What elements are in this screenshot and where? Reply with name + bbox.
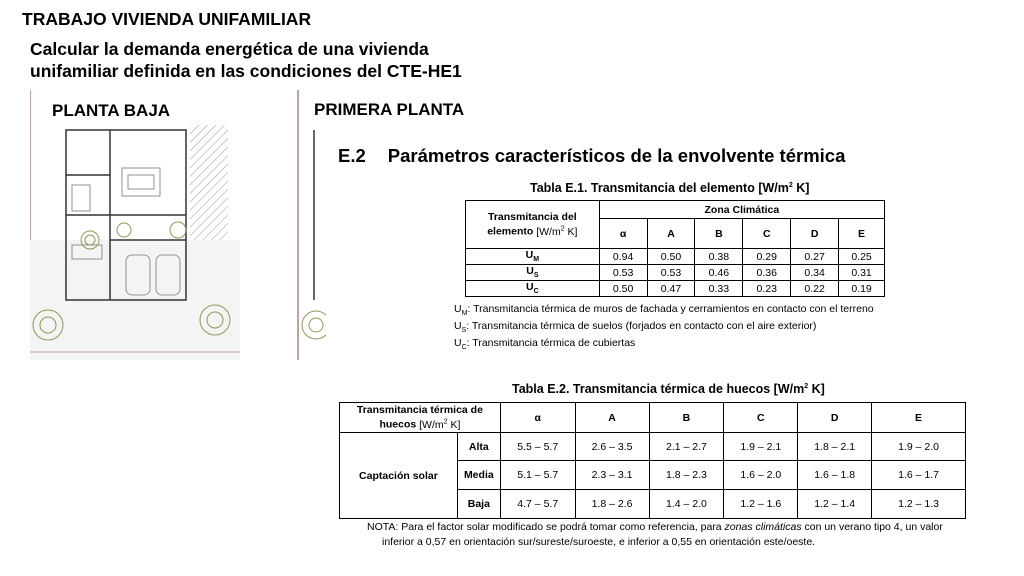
- table1-cell: 0.94: [599, 249, 647, 265]
- ground-floor-drawing: [30, 90, 240, 360]
- table1-caption-end: K]: [792, 181, 810, 195]
- section-heading: [338, 145, 845, 167]
- table2-cell: 1.2 – 1.4: [798, 490, 872, 519]
- table2-header-line2: [340, 416, 500, 431]
- table2: [339, 402, 966, 519]
- table1-row-uc: [466, 281, 885, 297]
- table2-cell: 1.4 – 2.0: [649, 490, 724, 519]
- table2-level: Media: [457, 461, 500, 490]
- table2-cell: 2.3 – 3.1: [575, 461, 649, 490]
- row-sub: C: [533, 288, 539, 296]
- table1-caption: [530, 181, 809, 195]
- table1-row-label: [466, 281, 600, 297]
- section-number: E.2: [338, 145, 366, 166]
- table2-cell: 4.7 – 5.7: [500, 490, 575, 519]
- first-floor-plan: [296, 90, 326, 360]
- table1-header-unit-end: K]: [564, 225, 578, 238]
- table1-header-line1: Transmitancia del: [488, 211, 577, 224]
- note-line-1: [367, 520, 943, 535]
- table2-header-element: [340, 403, 501, 433]
- legend-text: : Transmitancia térmica de cubiertas: [466, 337, 636, 349]
- table2-zone-alpha: α: [500, 403, 575, 433]
- table1-cell: 0.25: [839, 249, 885, 265]
- table1-cell: 0.47: [647, 281, 695, 297]
- table2-zone-b: B: [649, 403, 724, 433]
- table2-cell: 1.8 – 2.1: [798, 433, 872, 461]
- note-line-2: inferior a 0,57 en orientación sur/sureste/suroeste, e inferior a 0,55 en orientación este/oeste.: [382, 536, 816, 548]
- table2-cell: 1.6 – 1.8: [798, 461, 872, 490]
- legend-sub: S: [461, 327, 467, 335]
- row-sub: M: [533, 256, 540, 264]
- table1-zone-c: C: [743, 219, 791, 249]
- table2-zone-e: E: [872, 403, 966, 433]
- table2-cell: 1.8 – 2.3: [649, 461, 724, 490]
- table1-cell: 0.33: [695, 281, 743, 297]
- table1-cell: 0.31: [839, 265, 885, 281]
- table1-zone-b: B: [695, 219, 743, 249]
- table2-cell: 2.6 – 3.5: [575, 433, 649, 461]
- table2-level: Alta: [457, 433, 500, 461]
- table1-zone-d: D: [791, 219, 839, 249]
- row-sub: S: [533, 272, 539, 280]
- row-symbol: U: [526, 265, 534, 278]
- table2-header-unit: [W/m: [416, 418, 444, 431]
- table2-cell: 2.1 – 2.7: [649, 433, 724, 461]
- table2-header-unit-end: K]: [447, 418, 461, 431]
- table1-cell: 0.19: [839, 281, 885, 297]
- table2-caption: [512, 382, 825, 396]
- table1-caption-sup: 2: [788, 181, 793, 189]
- table1-zone-a: A: [647, 219, 695, 249]
- table2-cell: 1.9 – 2.1: [724, 433, 798, 461]
- table1-cell: 0.22: [791, 281, 839, 297]
- table1-cell: 0.38: [695, 249, 743, 265]
- table2-cell: 1.9 – 2.0: [872, 433, 966, 461]
- table2-header-line1: Transmitancia térmica de: [356, 404, 483, 417]
- table2-caption-text: Tabla E.2. Transmitancia térmica de huecos [W/m: [512, 382, 805, 396]
- row-symbol: U: [525, 249, 534, 262]
- legend-um: [454, 303, 874, 317]
- table2-cell: 1.8 – 2.6: [575, 490, 649, 519]
- legend-text: : Transmitancia térmica de suelos (forjados en contacto con el aire exterior): [466, 320, 817, 332]
- subtitle-line-1: Calcular la demanda energética de una vivienda: [30, 39, 429, 59]
- table1-cell: 0.53: [599, 265, 647, 281]
- table1-zone-header: Zona Climática: [599, 201, 884, 219]
- legend-text: : Transmitancia térmica de muros de fachada y cerramientos en contacto con el terreno: [467, 303, 874, 315]
- table2-cell: 1.2 – 1.3: [872, 490, 966, 519]
- table1-header-sup: 2: [560, 225, 565, 233]
- legend-symbol: U: [454, 303, 462, 315]
- ground-floor-label: PLANTA BAJA: [48, 98, 214, 124]
- table2-caption-end: K]: [808, 382, 825, 396]
- note-part1: NOTA: Para el factor solar modificado se podrá tomar como referencia, para: [367, 521, 725, 533]
- table2-level: Baja: [457, 490, 500, 519]
- ground-floor-plan: [30, 90, 240, 360]
- table1-zone-alpha: α: [599, 219, 647, 249]
- table2-header-word: huecos: [379, 418, 417, 431]
- table2-group-label: Captación solar: [340, 433, 458, 519]
- table1-row-us: [466, 265, 885, 281]
- table2-cell: 1.6 – 2.0: [724, 461, 798, 490]
- table1-cell: 0.50: [647, 249, 695, 265]
- slide-subtitle: [30, 38, 462, 82]
- table1-row-um: [466, 249, 885, 265]
- table2-row-alta: [340, 433, 966, 461]
- subtitle-line-2: unifamiliar definida en las condiciones del CTE-HE1: [30, 61, 462, 81]
- table1-cell: 0.29: [743, 249, 791, 265]
- table2-cell: 5.1 – 5.7: [500, 461, 575, 490]
- table1-row-label: [466, 265, 600, 281]
- table2-cell: 5.5 – 5.7: [500, 433, 575, 461]
- table2-zone-c: C: [724, 403, 798, 433]
- table1-row-label: [466, 249, 600, 265]
- table2-zone-d: D: [798, 403, 872, 433]
- legend-sub: M: [461, 310, 468, 318]
- table2-zone-a: A: [575, 403, 649, 433]
- table1-header-line2: [466, 223, 599, 238]
- section-title: Parámetros característicos de la envolvente térmica: [387, 145, 846, 166]
- table1-cell: 0.23: [743, 281, 791, 297]
- table1-header-unit: [W/m: [533, 225, 561, 238]
- table1: [465, 200, 885, 297]
- table1-header-element: [466, 201, 600, 249]
- table2-cell: 1.6 – 1.7: [872, 461, 966, 490]
- table1-zone-e: E: [839, 219, 885, 249]
- table2-caption-sup: 2: [804, 382, 809, 390]
- legend-uc: [454, 337, 635, 351]
- table2-header-sup: 2: [443, 418, 448, 426]
- table1-cell: 0.34: [791, 265, 839, 281]
- table1-cell: 0.53: [647, 265, 695, 281]
- first-floor-label: PRIMERA PLANTA: [310, 97, 504, 123]
- table2-note: [367, 520, 943, 550]
- table1-header-word: elemento: [487, 225, 534, 238]
- first-floor-drawing: [296, 90, 326, 360]
- table1-caption-text: Tabla E.1. Transmitancia del elemento [W/m: [530, 181, 789, 195]
- table2-cell: 1.2 – 1.6: [724, 490, 798, 519]
- legend-sub: C: [461, 344, 467, 352]
- table1-cell: 0.46: [695, 265, 743, 281]
- slide-title: TRABAJO VIVIENDA UNIFAMILIAR: [22, 9, 312, 29]
- table1-cell: 0.27: [791, 249, 839, 265]
- legend-symbol: U: [454, 337, 462, 349]
- note-italic: zonas climáticas: [724, 521, 802, 533]
- row-symbol: U: [526, 281, 534, 294]
- table1-cell: 0.50: [599, 281, 647, 297]
- note-part2: con un verano tipo 4, un valor: [801, 521, 943, 533]
- legend-us: [454, 320, 816, 334]
- legend-symbol: U: [454, 320, 462, 332]
- table1-cell: 0.36: [743, 265, 791, 281]
